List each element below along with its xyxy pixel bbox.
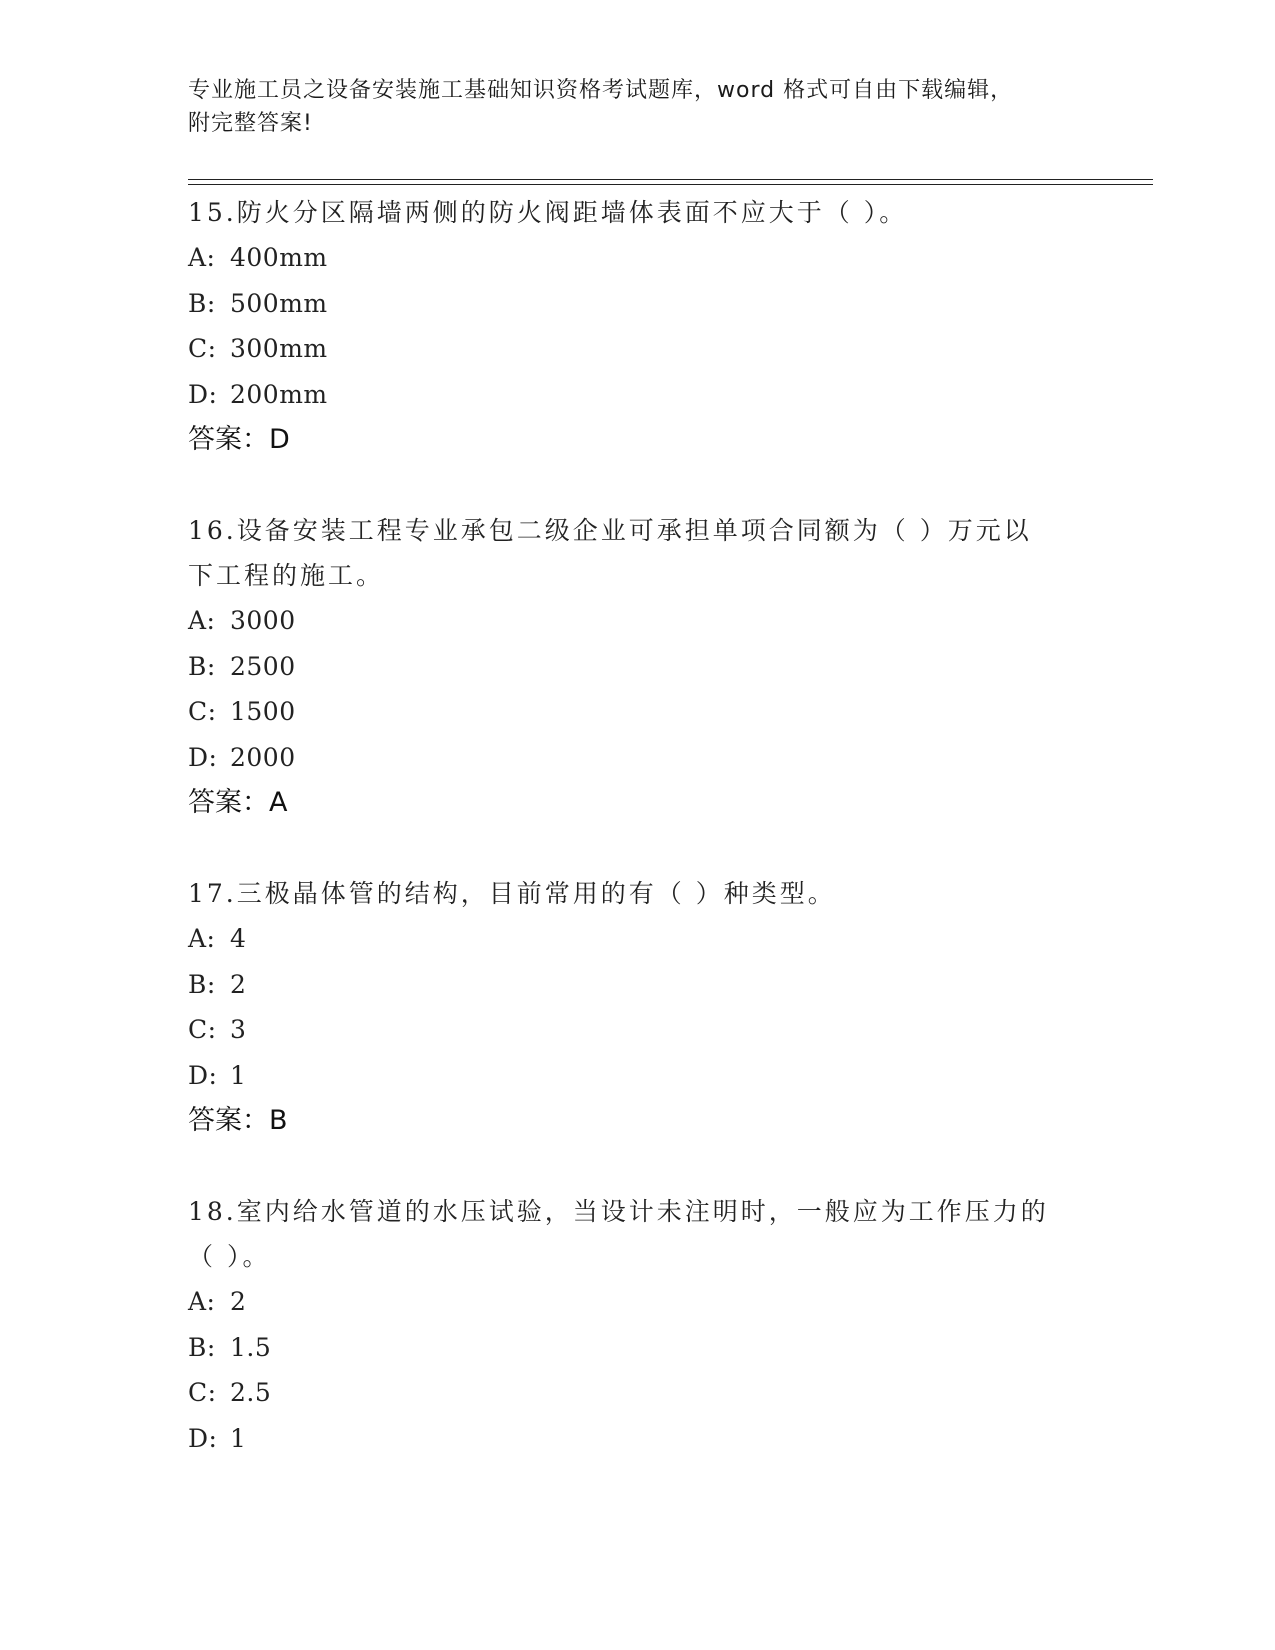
- question-text-continued: （ ）。: [188, 1242, 271, 1271]
- document-header: [188, 74, 1068, 140]
- option-a: [188, 916, 1088, 962]
- option-value: 2000: [230, 742, 296, 772]
- option-label: B:: [188, 1332, 216, 1362]
- question-number: 16.: [188, 516, 237, 545]
- option-d: [188, 1416, 1088, 1462]
- question-text-continued: 下工程的施工。: [188, 561, 385, 590]
- question-number: 15.: [188, 198, 237, 227]
- option-label: A:: [188, 1287, 216, 1316]
- option-value: 3000: [230, 606, 296, 635]
- option-label: B:: [188, 969, 216, 999]
- option-d: [188, 1053, 1088, 1099]
- option-label: A:: [188, 243, 216, 272]
- option-c: [188, 326, 1088, 372]
- option-c: [188, 1370, 1088, 1416]
- option-value: 1.5: [230, 1332, 272, 1362]
- option-label: D:: [188, 379, 218, 409]
- header-divider-bottom: [188, 184, 1153, 185]
- option-label: C:: [188, 697, 217, 726]
- option-d: [188, 735, 1088, 781]
- option-value: 500mm: [230, 288, 328, 318]
- option-value: 2: [230, 1287, 247, 1316]
- question-stem: 防火分区隔墙两侧的防火阀距墙体表面不应大于（ ）。: [236, 198, 908, 227]
- option-value: 300mm: [230, 334, 328, 363]
- option-b: [188, 644, 1088, 690]
- option-value: 1500: [230, 697, 296, 726]
- option-value: 400mm: [230, 243, 328, 272]
- option-a: [188, 1279, 1088, 1325]
- answer-line: 答案：A: [188, 787, 288, 818]
- header-line-2: 附完整答案!: [188, 111, 313, 136]
- question-spacer: [188, 825, 1088, 871]
- option-label: D:: [188, 742, 218, 772]
- option-value: 2.5: [230, 1378, 272, 1407]
- option-value: 2500: [230, 651, 296, 681]
- answer-line: 答案：B: [188, 1105, 288, 1136]
- option-value: 200mm: [230, 379, 328, 409]
- option-label: C:: [188, 334, 217, 363]
- option-label: A:: [188, 924, 216, 953]
- question-text: [188, 1189, 1088, 1234]
- question-stem: 设备安装工程专业承包二级企业可承担单项合同额为（ ）万元以: [236, 516, 1032, 545]
- option-label: D:: [188, 1423, 218, 1453]
- option-label: D:: [188, 1060, 218, 1090]
- question-number: 17.: [188, 879, 237, 908]
- option-label: B:: [188, 288, 216, 318]
- question-number: 18.: [188, 1197, 237, 1226]
- question-15: [188, 190, 1088, 462]
- question-16: [188, 508, 1088, 825]
- option-value: 1: [230, 1060, 247, 1090]
- header-divider-top: [188, 179, 1153, 180]
- question-18: [188, 1189, 1088, 1461]
- option-a: [188, 598, 1088, 644]
- question-text: [188, 508, 1088, 553]
- question-list: [188, 190, 1088, 1461]
- question-text: [188, 190, 1088, 235]
- option-value: 4: [230, 924, 247, 953]
- option-c: [188, 689, 1088, 735]
- option-a: [188, 235, 1088, 281]
- question-spacer: [188, 1143, 1088, 1189]
- option-b: [188, 1325, 1088, 1371]
- question-spacer: [188, 462, 1088, 508]
- option-value: 3: [230, 1015, 247, 1044]
- option-value: 2: [230, 969, 247, 999]
- option-label: A:: [188, 606, 216, 635]
- answer-line: 答案：D: [188, 424, 290, 455]
- header-line-1: 专业施工员之设备安装施工基础知识资格考试题库，word 格式可自由下载编辑，: [188, 78, 1014, 103]
- option-c: [188, 1007, 1088, 1053]
- option-b: [188, 281, 1088, 327]
- option-label: C:: [188, 1015, 217, 1044]
- question-text: [188, 871, 1088, 916]
- option-b: [188, 962, 1088, 1008]
- question-stem: 室内给水管道的水压试验，当设计未注明时，一般应为工作压力的: [236, 1197, 1049, 1226]
- option-d: [188, 372, 1088, 418]
- option-label: B:: [188, 651, 216, 681]
- question-stem: 三极晶体管的结构，目前常用的有（ ）种类型。: [236, 879, 836, 908]
- option-value: 1: [230, 1423, 247, 1453]
- question-17: [188, 871, 1088, 1143]
- option-label: C:: [188, 1378, 217, 1407]
